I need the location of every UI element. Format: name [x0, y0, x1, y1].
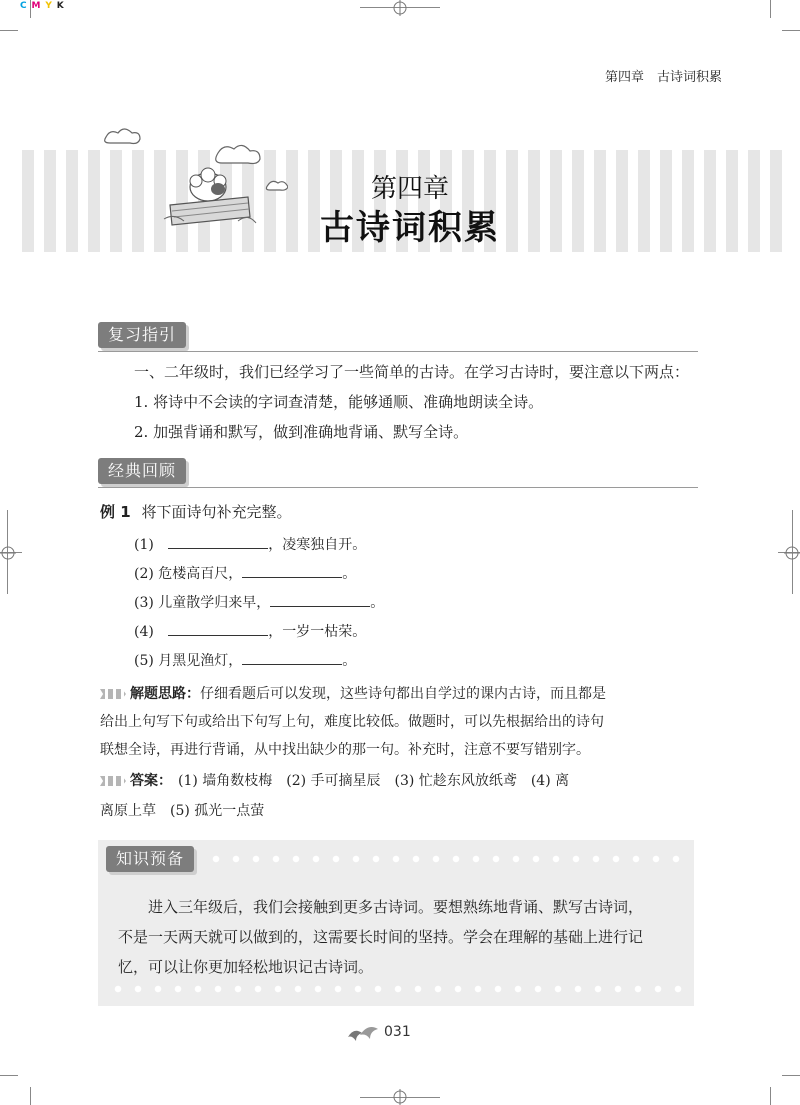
review-guide-underline	[98, 351, 698, 352]
dots-divider-bottom	[108, 984, 684, 994]
registration-mark-right	[784, 544, 800, 562]
answer	[100, 766, 700, 826]
arrow-icon	[100, 689, 126, 699]
cmyk-c: C	[20, 1, 28, 11]
thinking-line-1: 仔细看题后可以发现，这些诗句都出自学过的课内古诗，而且都是	[200, 686, 606, 702]
page-number: 031	[384, 1024, 411, 1040]
cmyk-m: M	[31, 1, 42, 11]
item-number: (1)	[134, 537, 154, 553]
knowledge-prep-text	[118, 892, 688, 982]
item-after: 。	[342, 653, 357, 669]
poem-item-1	[134, 534, 366, 554]
page-number-ornament-icon	[346, 1023, 380, 1043]
example-prompt: 将下面诗句补充完整。	[141, 503, 292, 521]
item-after: ，凌寒独自开。	[268, 537, 367, 553]
knowledge-line-1: 进入三年级后，我们会接触到更多古诗词。要想熟练地背诵、默写古诗词，	[148, 898, 644, 916]
review-guide-paragraph-3: 2. 加强背诵和默写，做到准确地背诵、默写全诗。	[134, 423, 469, 441]
poem-item-2	[134, 563, 356, 583]
knowledge-prep-box	[98, 840, 694, 1006]
classic-review-tag: 经典回顾	[98, 458, 186, 484]
review-guide-paragraph-2: 1. 将诗中不会读的字词查清楚，能够通顺、准确地朗读全诗。	[134, 393, 544, 411]
cmyk-y: Y	[45, 1, 53, 11]
example-1	[100, 502, 291, 522]
thinking-line-3: 联想全诗，再进行背诵，从中找出缺少的那一句。补充时，注意不要写错别字。	[100, 742, 590, 758]
item-before: 儿童散学归来早，	[158, 595, 271, 611]
classic-review-underline	[98, 487, 698, 488]
item-number: (5)	[134, 653, 154, 669]
fill-blank	[270, 594, 370, 607]
item-after: 。	[342, 566, 357, 582]
review-guide-tag: 复习指引	[98, 322, 186, 348]
item-after: ，一岁一枯荣。	[268, 624, 367, 640]
registration-mark-top	[391, 0, 409, 16]
chapter-title: 古诗词积累	[320, 208, 500, 248]
registration-mark-left	[0, 544, 16, 562]
item-number: (3)	[134, 595, 154, 611]
review-guide-paragraph-1: 一、二年级时，我们已经学习了一些简单的古诗。在学习古诗时，要注意以下两点：	[134, 363, 690, 381]
running-header: 第四章 古诗词积累	[604, 70, 722, 85]
arrow-icon	[100, 776, 126, 786]
fill-blank	[242, 652, 342, 665]
thinking-line-2: 给出上句写下句或给出下句写上句，难度比较低。做题时，可以先根据给出的诗句	[100, 714, 604, 730]
fill-blank	[242, 565, 342, 578]
solution-thinking	[100, 680, 700, 764]
answer-line-1: (1) 墙角数枝梅 (2) 手可摘星辰 (3) 忙趁东风放纸鸢 (4) 离	[178, 773, 570, 789]
knowledge-prep-tag: 知识预备	[106, 846, 194, 872]
answer-line-2: 离原上草 (5) 孤光一点萤	[100, 803, 265, 819]
item-after: 。	[370, 595, 385, 611]
poem-item-5	[134, 650, 356, 670]
item-before: 月黑见渔灯，	[158, 653, 243, 669]
poem-item-4	[134, 621, 366, 641]
cmyk-color-bar	[20, 1, 65, 11]
knowledge-line-3: 忆，可以让你更加轻松地识记古诗词。	[118, 958, 374, 976]
fill-blank	[168, 623, 268, 636]
answer-label: 答案：	[130, 773, 172, 789]
example-label: 例 1	[100, 503, 131, 521]
thinking-label: 解题思路：	[130, 686, 200, 702]
knowledge-line-2: 不是一天两天就可以做到的，这需要长时间的坚持。学会在理解的基础上进行记	[118, 928, 644, 946]
item-number: (4)	[134, 624, 154, 640]
item-number: (2)	[134, 566, 154, 582]
poem-item-3	[134, 592, 384, 612]
cmyk-k: K	[56, 1, 65, 11]
item-before: 危楼高百尺，	[158, 566, 243, 582]
chapter-number: 第四章	[370, 174, 449, 204]
dots-divider-top	[206, 854, 686, 864]
registration-mark-bottom	[391, 1089, 409, 1105]
fill-blank	[168, 536, 268, 549]
